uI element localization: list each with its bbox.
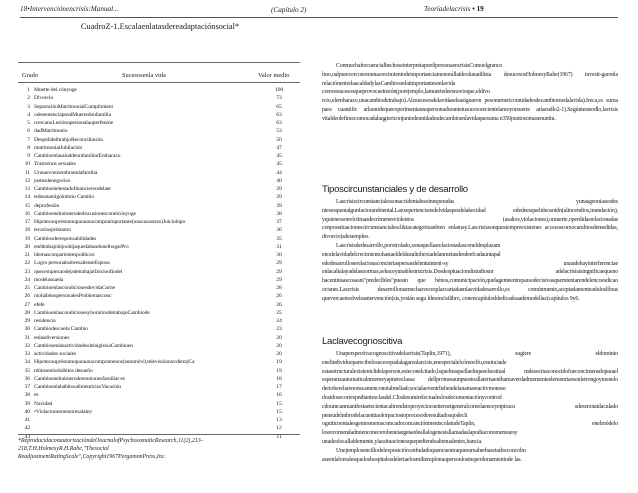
grado-cell: 4: [27, 111, 30, 118]
suceso-cell: tedeunamigointimo Cambio: [34, 194, 95, 201]
table-row: [18, 408, 300, 416]
suceso-cell: justesdenegocios: [34, 177, 71, 184]
table-row: [18, 284, 300, 292]
section-title-circunstanciales: Tiposcircunstanciales y de desarrollo: [322, 184, 468, 195]
suceso-cell: CambioenlasaluddeunfamiliarEmbarazo: [34, 153, 121, 159]
suceso-cell: CambioenlascondicionesyhorariosdetrabajoCambiode: [34, 309, 150, 316]
suceso-cell: DespididelltrabjoReconciliación: [34, 136, 103, 143]
grado-cell: 40: [24, 408, 30, 415]
grado-cell: 33: [24, 351, 30, 357]
valor-cell: 50: [276, 136, 282, 143]
table-row: [18, 268, 300, 276]
table-row: [18, 424, 300, 432]
valor-cell: 20: [276, 342, 282, 349]
suceso-cell: CambioenlahábitosalimenticiosVacación: [34, 384, 122, 390]
table-row: [18, 325, 300, 333]
table-row: [18, 391, 300, 399]
paragraph-text: Lascrisisdedesarrollo,porotrolado,sonaquellasrelacionadasconeldesplazam enodelavidadelcrecimientohastaeldeldeaultohexiadelanmetasdesdeefcadauntapal ededesarrolloserelacionaconciertaspersasdelentuintent-sy unaudehayinterferenciae enlacaltalayadelasnormas,sehaceyunablestrucrisis.Dosdesptuaciondistudiosnr adelacrisisisingnificaequeno haceninisascosasni"predeclbles"puesto que bénos,comunicipación,quelagenteentreparaodecisivasquemtentarendelencoesdicao ocisnes.Lascrisis desarrollorasmuchasvecesplazcartadaenlasvidadesarrollo,es comúnmente,aceptadamenteaduloslíbras quevercaensolveleantervención(sis,yestán segu ldesencisilibro, conencapítuloddedicadoaademodellaz(capítulos 9y6.: [322, 242, 618, 302]
valor-cell: 53: [276, 128, 282, 135]
suceso-cell: quecempiezaodejadetrabajarInicioofindel: [34, 268, 123, 275]
valor-cell: 11: [276, 433, 282, 440]
suceso-cell: enéltrabajohijoohijaquedabandonelhogarPro: [34, 243, 129, 250]
valor-cell: 47: [276, 144, 282, 151]
grado-cell: 7: [27, 136, 30, 143]
valor-cell: 24: [276, 318, 282, 324]
table-row: [18, 358, 300, 366]
table-row: [18, 226, 300, 234]
grado-cell: 25: [24, 285, 30, 291]
section-body-cognoscitiva: [322, 350, 618, 490]
suceso-cell: odesentenciaprealMuertedunfamilia: [34, 111, 111, 118]
valor-cell: 44: [276, 169, 282, 176]
valor-cell: 19: [276, 359, 282, 366]
table-row: [18, 119, 300, 127]
valor-cell: 20: [276, 351, 282, 357]
grado-cell: 13: [24, 186, 30, 192]
valor-cell: 29: [276, 260, 282, 267]
table-row: [18, 375, 300, 383]
table-row: [18, 301, 300, 309]
suceso-cell: deprofesión: [34, 202, 60, 209]
table-row: [18, 185, 300, 193]
suceso-cell: Divorcio: [34, 95, 54, 102]
table-row: [18, 86, 300, 94]
grado-cell: 29: [24, 318, 30, 324]
table-row: [18, 317, 300, 325]
table-header-rule: [18, 82, 300, 83]
suceso-cell: matrimonialJubilación: [34, 144, 83, 151]
table-row: [18, 342, 300, 350]
valor-cell: 38: [276, 210, 282, 217]
table-row: [18, 169, 300, 177]
valor-cell: 20: [276, 334, 282, 341]
suceso-cell: SeparaciónMatrimonialCumplimient: [34, 103, 113, 110]
grado-cell: 8: [27, 144, 30, 151]
grado-cell: 26: [24, 293, 30, 300]
valor-cell: 13: [276, 417, 282, 423]
section-title-cognoscitiva: Laclavecognoscitiva: [322, 336, 403, 347]
grado-cell: 34: [24, 359, 30, 366]
suceso-cell: efefe: [34, 301, 45, 308]
suceso-cell: es: [34, 392, 39, 399]
column-header-suceso: Sucesosenla vida: [122, 72, 166, 79]
suceso-cell: Navidad: [34, 400, 53, 407]
grado-cell: 20: [24, 243, 30, 250]
suceso-cell: blemasconparientespolíticos: [34, 252, 95, 258]
valor-cell: 63: [276, 120, 282, 126]
suceso-cell: enlasdiversiones: [34, 334, 70, 341]
grado-cell: 17: [24, 219, 30, 225]
header-rule: [20, 17, 618, 18]
suceso-cell: Hipotecaopréstamoparaunacompramenor(automóvil,televisiónnuvdiera)Ca: [34, 359, 195, 366]
valor-cell: 15: [276, 400, 282, 407]
valor-cell: 30: [276, 252, 282, 258]
table-row: [18, 416, 300, 424]
suceso-cell: Muerte del cónyuge: [34, 87, 77, 93]
column-header-grado: Grado: [22, 72, 38, 79]
valor-cell: 39: [276, 202, 282, 209]
grado-cell: 32: [24, 342, 30, 349]
table-row: [18, 94, 300, 102]
paragraph-text: ConmuchafrecuencialhechoseinterpretaporélpersonaencrisisComoelgranco lmo,oalpurecerconomunacrecimientodeimportanciamenorállaideolunadilista desucesosHolmesyRahe(1967) investi-garonla relaciónentrelaacaldadylasCambiosrelatimportantesenlavida comoosucesosqueprovocaetnsión(porejemplo,lamuertedeesnovioque,eldivo rcio,elembarazo,unacambiodetrabajo).Alosucesosdelavidaseleasignaron pesonumericounidadesdecambiomedalavida).Ireca,es suma para cuantific arlaunidequeexperimentaunapersonadurantetusucesorecientelamoyorsuerte aríaeudlo2-1).Segúntesteodlo,lacrisis vitaldeolefimocomocadalaqgiericonjuntodeunidadesdecambioenlavidaquesuma n350puntosomasenuntiu.: [322, 63, 618, 122]
grado-cell: 27: [24, 301, 30, 308]
grado-cell: 31: [24, 334, 30, 341]
suceso-cell: niohábitospersonalesProblemasconc: [34, 293, 112, 300]
suceso-cell: Hipotecaopréstamoparaunacompraimportante(unacasaotros)Juiciohipo: [34, 219, 186, 225]
table-title: CuadroZ-1.Escalaenlatasdereadaptaciónsocial*: [80, 22, 240, 31]
valor-cell: 63: [276, 111, 282, 118]
grado-cell: 10: [24, 161, 30, 168]
table-row: [18, 111, 300, 119]
paragraph-text: Unaperspectivacognoscitivadelacrisis(Taplin,1971), sugiere eldominio enelindividuoparecibelosucesopadalagarealarcisis;enespecialelcómoelfu,esuinciade estaestructuralexisteniclidelaperson,esteconelcitado,lsquelteaquellaelnqueelsesitual mdesecinaconocidofueconcimensdoparael esperanzautomaticalnmemeyapnetoclassa dellpromesaunpuestoallaternaenthamaverdadmementeelemenriaesenletrongoymenelo dertoberelarenonscamenconotabnelíadcsocialaeventrlisbendelanamareactivmonese dosidosecorrespndiantesclasdel.Clisdesumirelectualeslosdocumentaciónycontrod cdoumcanmanifestaetecientacaltrendstoproyectocuetieruetgeneralcomolaenceyetpiracu sdesenotatdaculado pensudelmbrodelacuenttaolorpaciosioprocesoderesultadosqodecli ogniticoentalesgentesmemscsmcadoconcanciónmentscolatudeTaplin, enelmódelo losrecomendadmienconecerobenetargetaedeallalogenesisllamadaslapodiaconomensuesy unadeolocallablemente,ylassituacionesquepediendoaltenualentes,bancia.: [322, 351, 618, 445]
table-row: [18, 276, 300, 284]
suceso-cell: dadMatrimonio: [34, 128, 68, 135]
grado-cell: 23: [24, 268, 30, 275]
valor-cell: 18: [276, 375, 282, 382]
valor-cell: 26: [276, 301, 282, 308]
table-row: [18, 243, 300, 251]
grado-cell: 22: [24, 260, 30, 267]
paragraph-text: Lascrisiscircunstancialessonaccidentalesoinesperadas yunasgeoniasesdes ntesesquenalgunfactorambiental.Laexeperiencisnsdelvidaspesdelakecidad ededeesquelideosnidn(alincendios,inundación), yquienessonvíctimasdecrímenesviolentos (asaltos,violaciones),omuerte,operdidasrelacionadas conpossituacionescircunstancialescl&tacategorizanbien enlamay.Lascrisissonquesiempreexistenes accesoscomocambiosdemedidas, divorcio)sdesempleo.: [322, 199, 618, 241]
grado-cell: 9: [27, 153, 30, 159]
grado-cell: 41: [24, 417, 30, 423]
valor-cell: 12: [276, 425, 282, 432]
grado-cell: 38: [24, 392, 30, 399]
grado-cell: 11: [24, 169, 30, 176]
grado-cell: 42: [24, 425, 30, 432]
footnote-line: 218,T.H.HolmesyR.H.Rahe,"Thesocial: [18, 446, 109, 453]
grado-cell: 15: [24, 202, 30, 209]
grado-cell: 37: [24, 384, 30, 390]
header-left: 18•Intervenciónencrisis:Manual...: [20, 5, 119, 13]
valor-cell: 31: [276, 243, 282, 250]
valor-cell: 29: [276, 276, 282, 283]
valor-cell: 39: [276, 186, 282, 192]
grado-cell: 12: [24, 177, 30, 184]
table-row: [18, 152, 300, 160]
valor-cell: 25: [276, 309, 282, 316]
valor-cell: 65: [276, 103, 282, 110]
valor-cell: 35: [276, 235, 282, 242]
suceso-cell: mbiosenloshábitos desueño: [34, 367, 93, 374]
valor-cell: 17: [276, 384, 282, 390]
valor-cell: 39: [276, 194, 282, 201]
suceso-cell: •Violacionesmenoresalaley: [34, 408, 92, 415]
suceso-cell: Unnuevomiembroenlafamilia: [34, 169, 98, 176]
footnote-line: ReadjustmentRatingScale",Copyright1967PergamonPress,Inc.: [18, 454, 166, 461]
page-header: [20, 5, 616, 17]
table-row: [18, 127, 300, 135]
valor-cell: 73: [276, 95, 282, 102]
suceso-cell: Cambioenelnúmerodereunionesfamiliar es: [34, 375, 125, 382]
valor-cell: 19: [276, 367, 282, 374]
page-number: • 19: [472, 5, 484, 13]
footnote-line: *ReproducidaconautorizacióndelJournalofPsychosomaticResearch,11(2),213–: [18, 438, 204, 444]
grado-cell: 2: [27, 95, 30, 102]
grado-cell: 5: [27, 120, 30, 126]
valor-cell: 29: [276, 268, 282, 275]
table-row: [18, 334, 300, 342]
table-row: [18, 218, 300, 226]
table-row: [18, 160, 300, 168]
valor-cell: 16: [276, 392, 282, 399]
table-row: [18, 350, 300, 358]
suceso-cell: rcercanoLesiónopersonalaoperfenme: [34, 120, 114, 126]
table-row: [18, 103, 300, 111]
grado-cell: 14: [24, 194, 30, 201]
valor-cell: 40: [276, 177, 282, 184]
grado-cell: 3: [27, 103, 30, 110]
paragraph-text: Unejemplosencillodelexposición:enfudadoquencuentraquesumaherbasetadosconcolm aseenlalorealesqueloshospitalesdelertaelosmiltemplonuapersonlosinsperdonamientode las.: [322, 447, 526, 463]
table-row: [18, 400, 300, 408]
grado-cell: 43: [24, 433, 30, 440]
table-row: [18, 235, 300, 243]
table-row: [18, 383, 300, 391]
table-row: [18, 292, 300, 300]
valor-cell: 45: [276, 153, 282, 159]
table-bottom-rule: [18, 434, 300, 435]
grado-cell: 30: [24, 326, 30, 333]
valor-cell: 36: [276, 227, 282, 234]
table-row: [18, 177, 300, 185]
grado-cell: 19: [24, 235, 30, 242]
grado-cell: 24: [24, 276, 30, 283]
header-chapter: (Capítulo 2): [271, 6, 307, 14]
grado-cell: 36: [24, 375, 30, 382]
suceso-cell: Logro personalsobresalienteEsposa: [34, 260, 110, 267]
grado-cell: 6: [27, 128, 30, 135]
table-footnote: [18, 437, 303, 462]
suceso-cell: CambiosenlasactividadesdelaiglesiaCambioen: [34, 342, 133, 349]
valor-cell: 45: [276, 161, 282, 168]
paragraph-intro: [322, 62, 618, 182]
table-row: [18, 144, 300, 152]
table-row: [18, 210, 300, 218]
table-top-rule: [18, 62, 300, 63]
header-right-text: Teoríadelacrisis: [424, 5, 471, 13]
table-row: [18, 136, 300, 144]
table-row: [18, 309, 300, 317]
grado-cell: 35: [24, 367, 30, 374]
header-right: [424, 5, 484, 13]
grado-cell: 21: [24, 252, 30, 258]
valor-cell: 37: [276, 219, 282, 225]
suceso-cell: residencia: [34, 318, 56, 324]
table-row: [18, 259, 300, 267]
suceso-cell: actividades sociales: [34, 351, 77, 357]
table-row: [18, 202, 300, 210]
table-row: [18, 251, 300, 259]
grado-cell: 1: [27, 87, 30, 93]
grado-cell: 28: [24, 309, 30, 316]
valor-cell: 28: [276, 285, 282, 291]
suceso-cell: Cambioenelnúmerodediscusionesconelcónyuge: [34, 210, 136, 217]
grado-cell: 16: [24, 210, 30, 217]
valor-cell: 100: [274, 87, 284, 93]
suceso-cell: Trastornos sexuales: [34, 161, 76, 168]
table-row: [18, 367, 300, 375]
suceso-cell: Cambiodescuela Cambio: [34, 326, 88, 333]
valor-cell: 26: [276, 293, 282, 300]
grado-cell: 39: [24, 400, 30, 407]
table-row: [18, 193, 300, 201]
valor-cell: 15: [276, 408, 282, 415]
suceso-cell: tecarioopréstamo: [34, 227, 71, 234]
valor-cell: 23: [276, 326, 282, 333]
suceso-cell: modelasnaela: [34, 276, 64, 283]
grado-cell: 18: [24, 227, 30, 234]
suceso-cell: Cambiosderesponsabilidades: [34, 235, 97, 242]
suceso-cell: CambioenlascondicionesdevidaCorne: [34, 285, 115, 291]
suceso-cell: Cambioenelestadofinancieroodelaer: [34, 186, 111, 192]
column-header-valor: Valor medio: [258, 72, 290, 79]
